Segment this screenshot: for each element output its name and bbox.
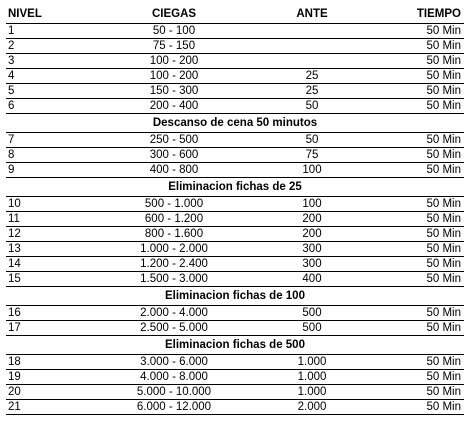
cell-tiempo: 50 Min <box>374 306 464 321</box>
cell-ante: 300 <box>250 242 374 257</box>
table-row <box>6 227 464 242</box>
cell-ante: 1.000 <box>250 385 374 400</box>
table-row <box>6 197 464 212</box>
table-row <box>6 370 464 385</box>
cell-tiempo: 50 Min <box>374 257 464 272</box>
table-body <box>6 24 464 415</box>
cell-tiempo: 50 Min <box>374 99 464 114</box>
cell-tiempo: 50 Min <box>374 370 464 385</box>
cell-ciegas: 2.000 - 4.000 <box>98 306 250 321</box>
cell-nivel: 17 <box>6 321 98 336</box>
cell-ante: 1.000 <box>250 370 374 385</box>
cell-ciegas: 100 - 200 <box>98 54 250 69</box>
cell-ciegas: 600 - 1.200 <box>98 212 250 227</box>
table-row <box>6 163 464 178</box>
cell-ante: 1.000 <box>250 355 374 370</box>
table-row <box>6 400 464 415</box>
cell-ciegas: 50 - 100 <box>98 24 250 39</box>
blind-structure-table <box>6 4 464 415</box>
section-title-row <box>6 287 464 306</box>
cell-ante: 500 <box>250 321 374 336</box>
table-row <box>6 84 464 99</box>
cell-nivel: 10 <box>6 197 98 212</box>
table-row <box>6 24 464 39</box>
cell-ciegas: 800 - 1.600 <box>98 227 250 242</box>
cell-nivel: 12 <box>6 227 98 242</box>
cell-nivel: 9 <box>6 163 98 178</box>
cell-ciegas: 150 - 300 <box>98 84 250 99</box>
table-header-row <box>6 4 464 24</box>
cell-tiempo: 50 Min <box>374 84 464 99</box>
cell-tiempo: 50 Min <box>374 133 464 148</box>
cell-nivel: 2 <box>6 39 98 54</box>
cell-tiempo: 50 Min <box>374 242 464 257</box>
cell-ciegas: 4.000 - 8.000 <box>98 370 250 385</box>
table-row <box>6 385 464 400</box>
section-title-row <box>6 114 464 133</box>
cell-nivel: 14 <box>6 257 98 272</box>
table-row <box>6 69 464 84</box>
cell-ante: 2.000 <box>250 400 374 415</box>
table-row <box>6 148 464 163</box>
section-title: Eliminacion fichas de 25 <box>6 178 464 197</box>
cell-tiempo: 50 Min <box>374 148 464 163</box>
table-row <box>6 272 464 287</box>
cell-ante: 500 <box>250 306 374 321</box>
cell-ciegas: 250 - 500 <box>98 133 250 148</box>
cell-nivel: 7 <box>6 133 98 148</box>
cell-nivel: 4 <box>6 69 98 84</box>
cell-ciegas: 300 - 600 <box>98 148 250 163</box>
table-row <box>6 39 464 54</box>
section-title-row <box>6 178 464 197</box>
cell-ante <box>250 54 374 69</box>
cell-ante: 50 <box>250 99 374 114</box>
cell-tiempo: 50 Min <box>374 54 464 69</box>
table-row <box>6 242 464 257</box>
cell-ciegas: 2.500 - 5.000 <box>98 321 250 336</box>
cell-tiempo: 50 Min <box>374 24 464 39</box>
cell-ciegas: 5.000 - 10.000 <box>98 385 250 400</box>
cell-ante: 75 <box>250 148 374 163</box>
cell-nivel: 16 <box>6 306 98 321</box>
blind-structure-sheet <box>6 4 464 415</box>
table-row <box>6 212 464 227</box>
cell-tiempo: 50 Min <box>374 400 464 415</box>
cell-tiempo: 50 Min <box>374 355 464 370</box>
cell-ante <box>250 24 374 39</box>
cell-ciegas: 1.200 - 2.400 <box>98 257 250 272</box>
table-row <box>6 257 464 272</box>
cell-ante: 300 <box>250 257 374 272</box>
cell-ante: 400 <box>250 272 374 287</box>
cell-tiempo: 50 Min <box>374 321 464 336</box>
cell-tiempo: 50 Min <box>374 197 464 212</box>
cell-ciegas: 1.000 - 2.000 <box>98 242 250 257</box>
header-ciegas: CIEGAS <box>98 4 250 24</box>
cell-ciegas: 200 - 400 <box>98 99 250 114</box>
cell-tiempo: 50 Min <box>374 69 464 84</box>
cell-tiempo: 50 Min <box>374 163 464 178</box>
cell-ciegas: 500 - 1.000 <box>98 197 250 212</box>
cell-ante: 25 <box>250 69 374 84</box>
section-title: Descanso de cena 50 minutos <box>6 114 464 133</box>
cell-nivel: 18 <box>6 355 98 370</box>
cell-ante: 25 <box>250 84 374 99</box>
cell-tiempo: 50 Min <box>374 385 464 400</box>
cell-nivel: 13 <box>6 242 98 257</box>
cell-nivel: 6 <box>6 99 98 114</box>
cell-nivel: 21 <box>6 400 98 415</box>
table-row <box>6 321 464 336</box>
cell-tiempo: 50 Min <box>374 212 464 227</box>
header-nivel: NIVEL <box>6 4 98 24</box>
cell-nivel: 19 <box>6 370 98 385</box>
header-tiempo: TIEMPO <box>374 4 464 24</box>
cell-nivel: 8 <box>6 148 98 163</box>
cell-ante: 200 <box>250 227 374 242</box>
header-ante: ANTE <box>250 4 374 24</box>
cell-nivel: 20 <box>6 385 98 400</box>
cell-ciegas: 6.000 - 12.000 <box>98 400 250 415</box>
table-row <box>6 306 464 321</box>
table-row <box>6 99 464 114</box>
table-row <box>6 54 464 69</box>
cell-ciegas: 3.000 - 6.000 <box>98 355 250 370</box>
cell-ciegas: 75 - 150 <box>98 39 250 54</box>
cell-ciegas: 1.500 - 3.000 <box>98 272 250 287</box>
cell-tiempo: 50 Min <box>374 227 464 242</box>
cell-ciegas: 400 - 800 <box>98 163 250 178</box>
cell-ante: 50 <box>250 133 374 148</box>
cell-ante: 200 <box>250 212 374 227</box>
cell-ciegas: 100 - 200 <box>98 69 250 84</box>
cell-ante <box>250 39 374 54</box>
cell-ante: 100 <box>250 197 374 212</box>
section-title: Eliminacion fichas de 100 <box>6 287 464 306</box>
cell-nivel: 1 <box>6 24 98 39</box>
section-title-row <box>6 336 464 355</box>
table-row <box>6 355 464 370</box>
cell-nivel: 3 <box>6 54 98 69</box>
cell-ante: 100 <box>250 163 374 178</box>
cell-tiempo: 50 Min <box>374 272 464 287</box>
cell-nivel: 5 <box>6 84 98 99</box>
cell-nivel: 11 <box>6 212 98 227</box>
table-row <box>6 133 464 148</box>
cell-tiempo: 50 Min <box>374 39 464 54</box>
section-title: Eliminacion fichas de 500 <box>6 336 464 355</box>
cell-nivel: 15 <box>6 272 98 287</box>
